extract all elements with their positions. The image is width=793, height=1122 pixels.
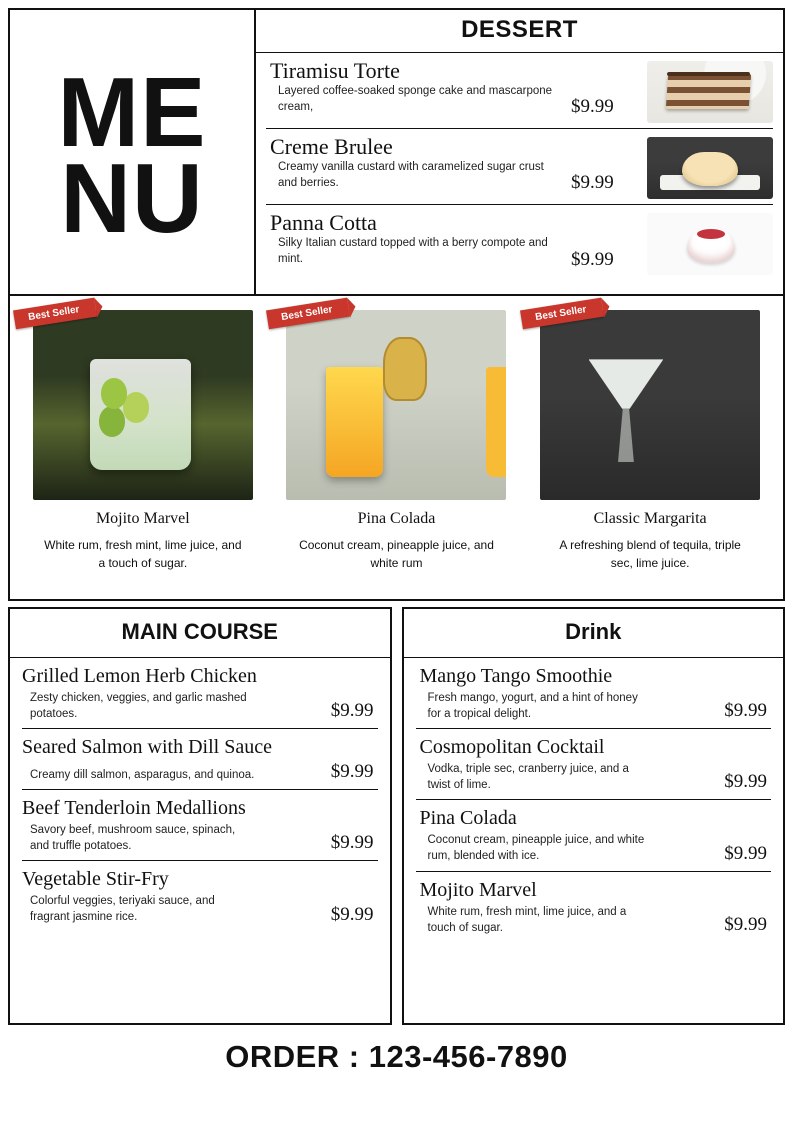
cocktail-name: Mojito Marvel (95, 510, 190, 527)
menu-wordmark-line2: NU (60, 143, 204, 253)
main-course-item-name: Vegetable Stir-Fry (22, 868, 169, 891)
main-course-item-name: Beef Tenderloin Medallions (22, 797, 246, 820)
dessert-item[interactable] (266, 53, 773, 129)
dessert-item-price: $9.99 (571, 249, 614, 270)
dessert-item-text (266, 211, 571, 267)
mojito-photo (33, 310, 253, 500)
main-course-item-name: Grilled Lemon Herb Chicken (22, 665, 257, 687)
drink-item[interactable] (416, 658, 772, 729)
drink-item[interactable] (416, 800, 772, 871)
drink-item[interactable] (416, 729, 772, 800)
main-course-item-description: Zesty chicken, veggies, and garlic mashed potatoes. (30, 692, 247, 721)
dessert-item-name: Creme Brulee (270, 134, 393, 159)
cocktail-card[interactable] (534, 304, 765, 593)
drink-item-description: Fresh mango, yogurt, and a hint of honey for a tropical delight. (427, 692, 638, 721)
dessert-item-text (266, 135, 571, 191)
tiramisu-photo (647, 61, 773, 123)
cocktail-card[interactable] (27, 304, 258, 593)
dessert-item-description: Layered coffee-soaked sponge cake and mascarpone cream, (278, 85, 553, 113)
dessert-item-description: Creamy vanilla custard with caramelized sugar crust and berries. (278, 161, 544, 189)
creme-brulee-photo (647, 137, 773, 199)
cocktail-card[interactable] (280, 304, 511, 593)
drink-item-name: Mango Tango Smoothie (419, 665, 613, 687)
dessert-section (256, 10, 783, 294)
dessert-item-price: $9.99 (571, 172, 614, 193)
top-section (8, 8, 785, 296)
main-course-item-price: $9.99 (330, 832, 374, 854)
dessert-item-description: Silky Italian custard topped with a berry compote and mint. (278, 237, 548, 265)
main-course-title: MAIN COURSE (10, 609, 390, 658)
cocktail-description: Coconut cream, pineapple juice, and white rum (299, 538, 494, 570)
drink-item-price: $9.99 (724, 913, 767, 935)
drink-item-name: Pina Colada (419, 807, 517, 830)
main-course-item-price: $9.99 (330, 761, 374, 783)
pina-colada-photo (286, 310, 506, 500)
main-course-item-description: Savory beef, mushroom sauce, spinach, and truffle potatoes. (30, 824, 236, 853)
panna-cotta-photo (647, 213, 773, 275)
dessert-item-price: $9.99 (571, 96, 614, 117)
cocktail-description: A refreshing blend of tequila, triple sec, lime juice. (559, 538, 741, 570)
drink-item[interactable] (416, 872, 772, 942)
bottom-section (8, 607, 785, 1025)
best-seller-section (8, 296, 785, 601)
best-seller-badge: Best Seller (520, 298, 604, 330)
main-course-item-name: Seared Salmon with Dill Sauce (22, 736, 272, 759)
cocktail-name: Pina Colada (357, 510, 436, 527)
dessert-item[interactable] (266, 129, 773, 205)
drink-item-description: Coconut cream, pineapple juice, and white rum, blended with ice. (427, 834, 645, 863)
drink-item-price: $9.99 (724, 842, 767, 864)
main-course-item[interactable] (22, 658, 378, 729)
main-course-item-description: Colorful veggies, teriyaki sauce, and fragrant jasmine rice. (30, 895, 215, 924)
drink-item-description: Vodka, triple sec, cranberry juice, and a twist of lime. (427, 763, 629, 792)
best-seller-badge: Best Seller (267, 298, 351, 330)
main-course-item[interactable] (22, 790, 378, 861)
main-course-item-price: $9.99 (330, 903, 374, 925)
dessert-item-name: Tiramisu Torte (270, 58, 400, 83)
menu-wordmark-line1: ME (57, 56, 207, 167)
margarita-photo (540, 310, 760, 500)
dessert-item-name: Panna Cotta (270, 210, 377, 235)
main-course-section (8, 607, 392, 1025)
drink-title: Drink (404, 609, 784, 658)
main-course-list (10, 658, 390, 1023)
dessert-item-text (266, 59, 571, 115)
cocktail-description: White rum, fresh mint, lime juice, and a touch of sugar. (44, 538, 242, 570)
dessert-section-title: DESSERT (256, 10, 783, 53)
order-phone-footer[interactable]: ORDER : 123-456-7890 (225, 1039, 568, 1074)
drink-item-name: Cosmopolitan Cocktail (419, 736, 605, 759)
main-course-item-description: Creamy dill salmon, asparagus, and quinoa. (30, 769, 255, 782)
drink-list (404, 658, 784, 1023)
drink-section (402, 607, 786, 1025)
main-course-item-price: $9.99 (330, 700, 374, 722)
dessert-list (256, 53, 783, 294)
menu-wordmark (10, 10, 256, 294)
drink-item-description: White rum, fresh mint, lime juice, and a touch of sugar. (427, 905, 627, 934)
drink-item-price: $9.99 (724, 771, 767, 793)
main-course-item[interactable] (22, 861, 378, 931)
best-seller-badge: Best Seller (13, 298, 97, 330)
main-course-item[interactable] (22, 729, 378, 790)
dessert-item[interactable] (266, 205, 773, 281)
cocktail-name: Classic Margarita (593, 510, 707, 527)
drink-item-name: Mojito Marvel (419, 878, 537, 901)
drink-item-price: $9.99 (724, 700, 767, 722)
